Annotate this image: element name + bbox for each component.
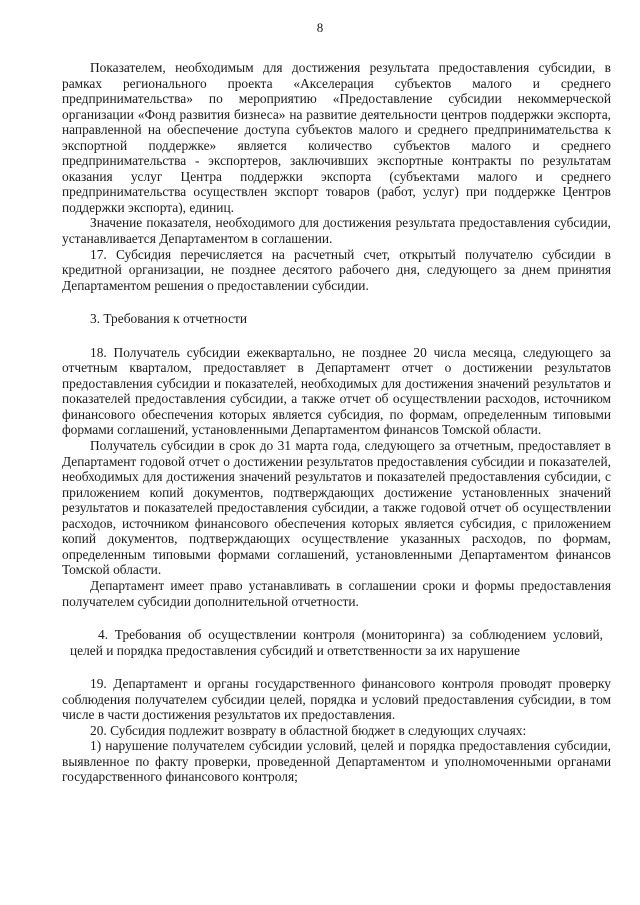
paragraph-20: 20. Субсидия подлежит возврату в областной бюджет в следующих случаях: — [90, 722, 527, 738]
paragraph-19: 19. Департамент и органы государственного финансового контроля проводят проверку соблюдения получателем субсидии целей, порядка и условий предоставления субсидии, в том числе в части достижения результатов их предоставления. — [62, 676, 611, 723]
paragraph-additional-reporting: Департамент имеет право устанавливать в соглашении сроки и формы предоставления получателем субсидии дополнительной отчетности. — [62, 577, 611, 609]
paragraph-20-item-1: 1) нарушение получателем субсидии условий, целей и порядка предоставления субсидии, выявленное по факту проверки, проведенной Департаментом и уполномоченными органами государственного финансового контроля; — [62, 738, 611, 785]
paragraph-17: 17. Субсидия перечисляется на расчетный счет, открытый получателю субсидии в кредитной организации, не позднее десятого рабочего дня, следующего за днем принятия Департаментом решения о предоставлении субсидии. — [62, 246, 611, 293]
paragraph-18: 18. Получатель субсидии ежеквартально, не позднее 20 числа месяца, следующего за отчетным кварталом, предоставляет в Департамент отчет о достижении результатов предоставления субсидии и показателей, необходимых для достижения значений результатов и показателей предоставления субсидии, а также отчет об осуществлении расходов, источником финансового обеспечения которых является субсидия, по формам, определенным типовыми формами соглашений, установленными Департаментом финансов Томской области. — [62, 344, 611, 438]
paragraph-indicator-value: Значение показателя, необходимого для достижения результата предоставления субсидии, устанавливается Департаментом в соглашении. — [62, 215, 611, 247]
paragraph-annual-report: Получатель субсидии в срок до 31 марта года, следующего за отчетным, предоставляет в Департамент годовой отчет о достижении результатов предоставления субсидии и показателей, необходимых для достижения значений результатов и показателей предоставления субсидии, с приложением копий документов, подтверждающих достижение установленных значений результатов и показателей предоставления субсидии, а также годовой отчет об осуществлении расходов, источником финансового обеспечения которых является субсидия, с приложением копий документов, подтверждающих осуществление указанных расходов, по формам, определенным типовыми формами соглашений, установленными Департаментом финансов Томской области. — [62, 438, 611, 578]
section-4-heading: 4. Требования об осуществлении контроля (мониторинга) за соблюдением условий, целей и порядка предоставления субсидий и ответственности за их нарушение — [70, 627, 603, 658]
section-3-heading: 3. Требования к отчетности — [90, 311, 248, 327]
document-body — [62, 60, 611, 785]
paragraph-indicator: Показателем, необходимым для достижения результата предоставления субсидии, в рамках регионального проекта «Акселерация субъектов малого и среднего предпринимательства» по мероприятию «Предоставление субсидии некоммерческой организации «Фонд развития бизнеса» на развитие деятельности центров поддержки экспорта, направленной на обеспечение доступа субъектов малого и среднего предпринимательства к экспортной поддержке» является количество субъектов малого и среднего предпринимательства - экспортеров, заключивших экспортные контракты по результатам оказания услуг Центра поддержки экспорта (субъектами малого и среднего предпринимательства осуществлен экспорт товаров (работ, услуг) при поддержке Центров поддержки экспорта), единиц. — [62, 60, 611, 215]
page-number: 8 — [316, 20, 324, 35]
